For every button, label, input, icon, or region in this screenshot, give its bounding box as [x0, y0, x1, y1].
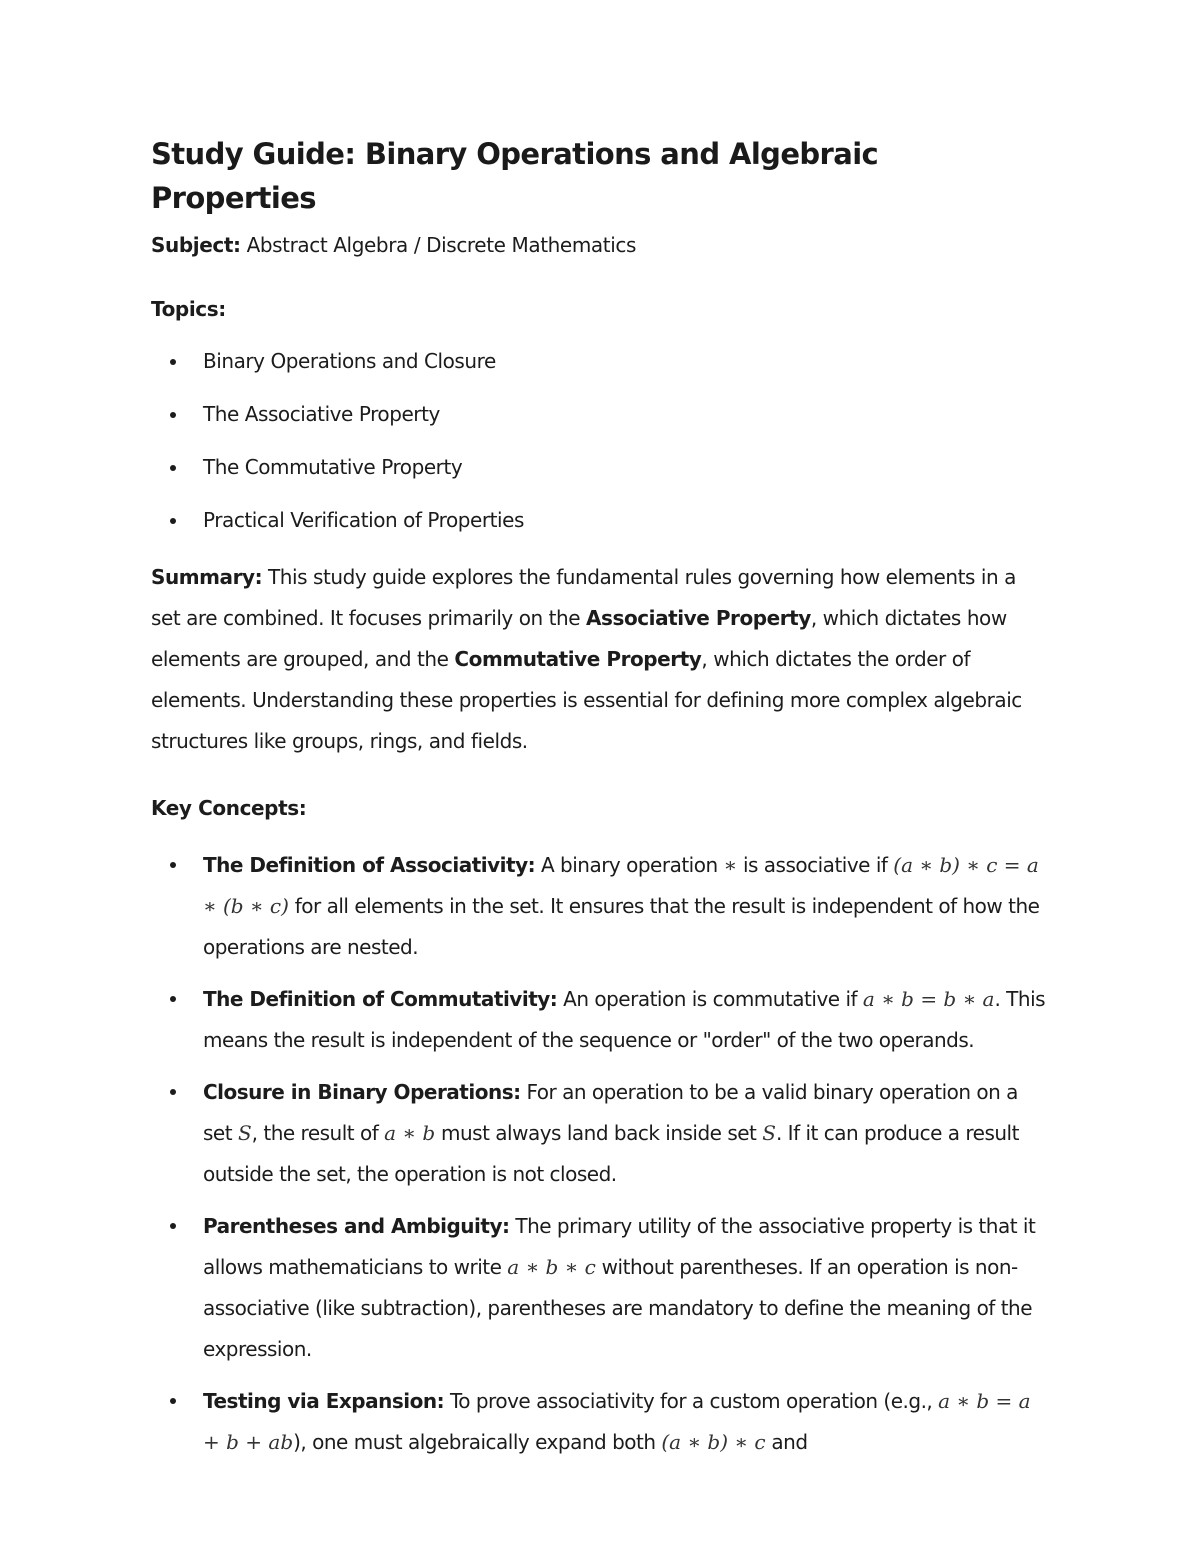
bullet-icon	[170, 1398, 176, 1404]
bullet-icon	[170, 465, 176, 471]
summary-emphasis: Commutative Property	[454, 647, 702, 671]
summary-label: Summary:	[151, 565, 263, 589]
concept-term: Closure in Binary Operations:	[203, 1080, 521, 1104]
concept-text: for all elements in the set. It ensures that the result is independent of how the operations are nested.	[203, 894, 1040, 959]
summary-emphasis: Associative Property	[586, 606, 811, 630]
bullet-icon	[170, 862, 176, 868]
concept-item	[151, 1206, 1048, 1370]
concept-text: must always land back inside set	[435, 1121, 763, 1145]
concept-text: The primary utility of the associative property is that it allows mathematicians to write	[203, 1214, 1036, 1279]
bullet-icon	[170, 1223, 176, 1229]
topic-item	[151, 399, 1051, 429]
summary-paragraph	[151, 557, 1046, 762]
document-title: Study Guide: Binary Operations and Algebraic Properties	[151, 137, 879, 215]
concept-term: Parentheses and Ambiguity:	[203, 1214, 510, 1238]
summary-text: , which dictates the order of elements. Understanding these properties is essential for defining more complex algebraic structures like groups, rings, and fields.	[151, 647, 1022, 753]
bullet-icon	[170, 996, 176, 1002]
topic-item	[151, 452, 1051, 482]
concept-text: . This means the result is independent of the sequence or "order" of the two operands.	[203, 987, 1046, 1052]
concept-text: A binary operation	[535, 853, 724, 877]
bullet-icon	[170, 412, 176, 418]
topic-text: The Commutative Property	[203, 455, 463, 479]
math-expression: S	[762, 1121, 776, 1145]
concept-text: To prove associativity for a custom operation (e.g.,	[444, 1389, 939, 1413]
topic-text: The Associative Property	[203, 402, 440, 426]
math-expression: a ∗ b ∗ c	[507, 1255, 596, 1279]
key-concepts-list	[151, 845, 1051, 1463]
topic-item	[151, 346, 1051, 376]
concept-term: The Definition of Commutativity:	[203, 987, 558, 1011]
concept-text: For an operation to be a valid binary operation on a set	[203, 1080, 1018, 1145]
concept-term: The Definition of Associativity:	[203, 853, 536, 877]
summary-text: This study guide explores the fundamental rules governing how elements in a set are combined. It focuses primarily on the	[151, 565, 1016, 630]
bullet-icon	[170, 518, 176, 524]
subject-label: Subject:	[151, 233, 241, 257]
math-expression: S	[237, 1121, 252, 1145]
math-expression: a ∗ b	[384, 1121, 436, 1145]
topic-text: Binary Operations and Closure	[203, 349, 496, 373]
math-expression: ∗	[723, 853, 738, 877]
math-expression: (a ∗ b) ∗ c = a ∗ (b ∗ c)	[203, 853, 1039, 918]
concept-text: , the result of	[251, 1121, 385, 1145]
key-concepts-heading: Key Concepts:	[151, 796, 307, 820]
math-expression: (a ∗ b) ∗ c	[661, 1430, 766, 1454]
bullet-icon	[170, 359, 176, 365]
subject-value: Abstract Algebra / Discrete Mathematics	[246, 233, 636, 257]
concept-item	[151, 979, 1048, 1061]
math-expression: a ∗ b = b ∗ a	[862, 987, 995, 1011]
summary-text: , which dictates how elements are grouped, and the	[151, 606, 1007, 671]
concept-text: and	[765, 1430, 808, 1454]
concept-item	[151, 1381, 1048, 1463]
topics-list	[151, 346, 1051, 535]
subject-line	[151, 230, 1051, 260]
concept-item	[151, 845, 1048, 968]
concept-text: ), one must algebraically expand both	[293, 1430, 662, 1454]
concept-text: is associative if	[737, 853, 894, 877]
concept-text: without parentheses. If an operation is non-associative (like subtraction), parentheses are mandatory to define the meaning of the expression.	[203, 1255, 1033, 1361]
topic-item	[151, 505, 1051, 535]
bullet-icon	[170, 1089, 176, 1095]
math-expression: a ∗ b = a + b + ab	[203, 1389, 1031, 1454]
topic-text: Practical Verification of Properties	[203, 508, 524, 532]
topics-heading: Topics:	[151, 297, 226, 321]
concept-item	[151, 1072, 1048, 1195]
document-page	[151, 132, 1051, 1474]
concept-text: An operation is commutative if	[557, 987, 863, 1011]
concept-text: . If it can produce a result outside the set, the operation is not closed.	[203, 1121, 1019, 1186]
concept-term: Testing via Expansion:	[203, 1389, 445, 1413]
